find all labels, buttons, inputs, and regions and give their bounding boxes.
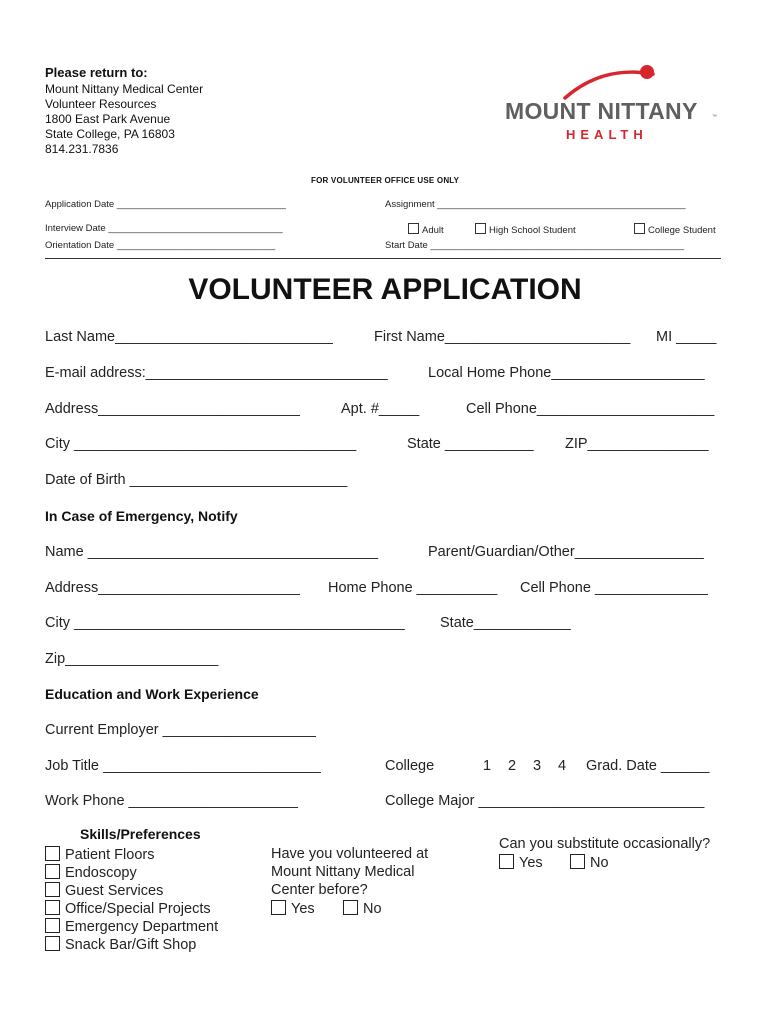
education-heading: Education and Work Experience (45, 686, 259, 702)
no-label: No (590, 855, 609, 871)
zip-field[interactable]: ZIP_______________ (565, 436, 709, 452)
job-title-field[interactable]: Job Title ___________________________ (45, 758, 321, 774)
skill-checkbox[interactable] (45, 882, 60, 897)
logo-health: HEALTH (566, 127, 648, 142)
yes-label: Yes (519, 855, 543, 871)
skill-checkbox[interactable] (45, 918, 60, 933)
skill-option-endoscopy[interactable] (45, 864, 137, 881)
current-employer-field[interactable]: Current Employer ___________________ (45, 722, 316, 738)
last-name-field[interactable]: Last Name___________________________ (45, 329, 333, 345)
skill-checkbox[interactable] (45, 936, 60, 951)
yes-label: Yes (291, 901, 315, 917)
work-phone-field[interactable]: Work Phone _____________________ (45, 793, 298, 809)
college-major-field[interactable]: College Major ____________________________ (385, 793, 705, 809)
emergency-cell-phone-field[interactable]: Cell Phone ______________ (520, 580, 708, 596)
address-field[interactable]: Address_________________________ (45, 401, 300, 417)
logo-swoosh-icon (505, 62, 720, 102)
start-date-field[interactable]: Start Date ________________________________________________ (385, 240, 685, 251)
mount-nittany-health-logo (505, 62, 720, 147)
emergency-zip-field[interactable]: Zip___________________ (45, 651, 219, 667)
return-address-line: 814.231.7836 (45, 142, 119, 156)
logo-trademark: ™ (712, 114, 717, 120)
cell-phone-field[interactable]: Cell Phone______________________ (466, 401, 715, 417)
return-address-line: Volunteer Resources (45, 97, 157, 111)
volunteered-before-question: Center before? (271, 882, 368, 898)
no-label: No (363, 901, 382, 917)
email-field[interactable]: E-mail address:______________________________ (45, 365, 388, 381)
high-school-label: High School Student (489, 225, 576, 236)
emergency-state-field[interactable]: State____________ (440, 615, 571, 631)
college-label: College Student (648, 225, 716, 236)
emergency-city-field[interactable]: City _________________________________________ (45, 615, 405, 631)
skill-option-office-projects[interactable] (45, 900, 211, 917)
volunteered-before-question: Mount Nittany Medical (271, 864, 415, 880)
substitute-yes-checkbox[interactable] (499, 854, 514, 869)
return-address-line: State College, PA 16803 (45, 127, 175, 141)
state-field[interactable]: State ___________ (407, 436, 534, 452)
volunteered-yes-checkbox[interactable] (271, 900, 286, 915)
volunteered-before-question: Have you volunteered at (271, 846, 429, 862)
college-year-3[interactable]: 3 (533, 758, 542, 774)
skill-label: Emergency Department (65, 919, 219, 935)
skill-label: Endoscopy (65, 865, 137, 881)
application-date-field[interactable]: Application Date ________________________________ (45, 199, 286, 210)
skill-option-emergency-department[interactable] (45, 918, 218, 935)
substitute-question: Can you substitute occasionally? (499, 836, 711, 852)
local-home-phone-field[interactable]: Local Home Phone___________________ (428, 365, 705, 381)
volunteered-no-option[interactable] (343, 900, 382, 917)
volunteered-no-checkbox[interactable] (343, 900, 358, 915)
substitute-no-option[interactable] (570, 854, 609, 871)
college-year-2[interactable]: 2 (508, 758, 517, 774)
college-year-1[interactable]: 1 (483, 758, 492, 774)
emergency-heading: In Case of Emergency, Notify (45, 508, 238, 524)
return-address-line: 1800 East Park Avenue (45, 112, 171, 126)
grad-date-field[interactable]: Grad. Date ______ (586, 758, 710, 774)
office-use-heading: FOR VOLUNTEER OFFICE USE ONLY (311, 176, 460, 185)
logo-name: MOUNT NITTANY (505, 98, 698, 124)
mi-field[interactable]: MI _____ (656, 329, 717, 345)
substitute-no-checkbox[interactable] (570, 854, 585, 869)
date-of-birth-field[interactable]: Date of Birth ___________________________ (45, 472, 348, 488)
page-title: VOLUNTEER APPLICATION (188, 273, 582, 306)
section-divider (45, 258, 721, 259)
adult-label: Adult (422, 225, 444, 236)
adult-option[interactable] (408, 223, 444, 236)
skill-option-guest-services[interactable] (45, 882, 163, 899)
college-checkbox[interactable] (634, 223, 645, 234)
skill-label: Snack Bar/Gift Shop (65, 937, 197, 953)
return-address-line: Mount Nittany Medical Center (45, 82, 204, 96)
skill-checkbox[interactable] (45, 864, 60, 879)
college-label: College (385, 758, 435, 774)
first-name-field[interactable]: First Name_______________________ (374, 329, 631, 345)
high-school-checkbox[interactable] (475, 223, 486, 234)
high-school-option[interactable] (475, 223, 576, 236)
substitute-yes-option[interactable] (499, 854, 543, 871)
emergency-name-field[interactable]: Name ____________________________________ (45, 544, 379, 560)
city-field[interactable]: City ___________________________________ (45, 436, 357, 452)
emergency-address-field[interactable]: Address_________________________ (45, 580, 300, 596)
skill-label: Guest Services (65, 883, 164, 899)
skill-checkbox[interactable] (45, 846, 60, 861)
interview-date-field[interactable]: Interview Date _________________________________ (45, 223, 283, 234)
skill-option-snack-bar[interactable] (45, 936, 196, 953)
orientation-date-field[interactable]: Orientation Date ______________________________ (45, 240, 276, 251)
skills-heading: Skills/Preferences (80, 826, 201, 842)
emergency-relation-field[interactable]: Parent/Guardian/Other________________ (428, 544, 704, 560)
adult-checkbox[interactable] (408, 223, 419, 234)
return-to-heading: Please return to: (45, 65, 148, 80)
college-year-4[interactable]: 4 (558, 758, 567, 774)
skill-label: Patient Floors (65, 847, 155, 863)
apt-field[interactable]: Apt. #_____ (341, 401, 420, 417)
college-option[interactable] (634, 223, 716, 236)
assignment-field[interactable]: Assignment _______________________________________________ (385, 199, 686, 210)
volunteered-yes-option[interactable] (271, 900, 315, 917)
skill-option-patient-floors[interactable] (45, 846, 154, 863)
emergency-home-phone-field[interactable]: Home Phone __________ (328, 580, 498, 596)
skill-label: Office/Special Projects (65, 901, 211, 917)
skill-checkbox[interactable] (45, 900, 60, 915)
